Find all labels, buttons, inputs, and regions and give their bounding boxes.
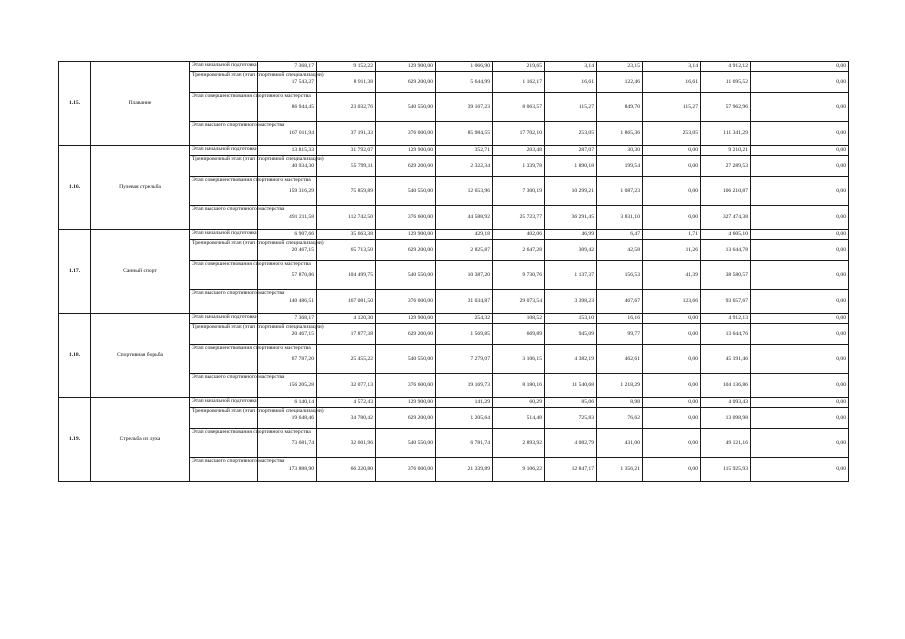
value-cell: 0,00 xyxy=(751,72,849,93)
value-cell: 13 815,33 xyxy=(258,146,317,156)
value-cell: 55 799,11 xyxy=(317,156,376,177)
stage-label: Этап совершенствования спортивного мастерства xyxy=(190,177,258,206)
value-cell: 9 106,22 xyxy=(493,458,545,482)
value-cell: 8 180,16 xyxy=(493,374,545,398)
value-cell: 629 200,00 xyxy=(376,156,436,177)
value-cell: 0,00 xyxy=(751,177,849,206)
value-cell: 514,48 xyxy=(493,408,545,429)
value-cell: 39 167,23 xyxy=(436,93,493,122)
value-cell: 13 098,98 xyxy=(701,408,751,429)
value-cell: 402,06 xyxy=(493,230,545,240)
value-cell: 17 877,38 xyxy=(317,324,376,345)
stage-label: Тренировочный этап (этап спортивной специализации) xyxy=(190,408,258,429)
value-cell: 29 073,54 xyxy=(493,290,545,314)
value-cell: 0,00 xyxy=(751,345,849,374)
value-cell: 30,30 xyxy=(597,146,643,156)
value-cell: 8 911,38 xyxy=(317,72,376,93)
value-cell: 0,00 xyxy=(643,408,701,429)
value-cell: 10 299,21 xyxy=(545,177,597,206)
value-cell: 4 912,12 xyxy=(701,62,751,72)
value-cell: 0,00 xyxy=(751,206,849,230)
value-cell: 31 792,07 xyxy=(317,146,376,156)
value-cell: 25 723,77 xyxy=(493,206,545,230)
value-cell: 669,89 xyxy=(493,324,545,345)
value-cell: 253,05 xyxy=(545,122,597,146)
section-number: 1.15. xyxy=(59,62,91,146)
value-cell: 20 467,15 xyxy=(258,324,317,345)
table-body xyxy=(59,62,849,482)
value-cell: 60,29 xyxy=(493,398,545,408)
stage-label: Тренировочный этап (этап спортивной специализации) xyxy=(190,324,258,345)
value-cell: 16,16 xyxy=(597,314,643,324)
value-cell: 9 152,22 xyxy=(317,62,376,72)
value-cell: 11 540,68 xyxy=(545,374,597,398)
value-cell: 21 339,89 xyxy=(436,458,493,482)
stage-label: Этап высшего спортивного мастерства xyxy=(190,122,258,146)
value-cell: 376 600,00 xyxy=(376,374,436,398)
value-cell: 0,00 xyxy=(643,458,701,482)
value-cell: 34 780,42 xyxy=(317,408,376,429)
value-cell: 629 200,00 xyxy=(376,240,436,261)
value-cell: 115,27 xyxy=(643,93,701,122)
stage-label: Этап совершенствования спортивного мастерства xyxy=(190,93,258,122)
value-cell: 0,00 xyxy=(751,146,849,156)
value-cell: 0,00 xyxy=(643,398,701,408)
value-cell: 629 200,00 xyxy=(376,408,436,429)
stage-label: Этап высшего спортивного мастерства xyxy=(190,206,258,230)
value-cell: 0,00 xyxy=(751,261,849,290)
value-cell: 2 322,34 xyxy=(436,156,493,177)
value-cell: 199,54 xyxy=(597,156,643,177)
value-cell: 4 382,19 xyxy=(545,345,597,374)
stage-label: Этап начальной подготовки xyxy=(190,314,258,324)
value-cell: 23,15 xyxy=(597,62,643,72)
sport-name: Плавание xyxy=(91,62,190,146)
value-cell: 540 550,00 xyxy=(376,261,436,290)
value-cell: 429,18 xyxy=(436,230,493,240)
value-cell: 129 900,00 xyxy=(376,398,436,408)
value-cell: 376 600,00 xyxy=(376,458,436,482)
value-cell: 67 787,20 xyxy=(258,345,317,374)
value-cell: 3 398,23 xyxy=(545,290,597,314)
value-cell: 0,00 xyxy=(751,314,849,324)
value-cell: 1 137,37 xyxy=(545,261,597,290)
stage-label: Тренировочный этап (этап спортивной специализации) xyxy=(190,156,258,177)
value-cell: 0,00 xyxy=(751,408,849,429)
value-cell: 104 499,75 xyxy=(317,261,376,290)
value-cell: 49 121,16 xyxy=(701,429,751,458)
value-cell: 0,00 xyxy=(751,324,849,345)
section-number: 1.18. xyxy=(59,314,91,398)
value-cell: 12 847,17 xyxy=(545,458,597,482)
value-cell: 104 136,86 xyxy=(701,374,751,398)
value-cell: 491 211,58 xyxy=(258,206,317,230)
value-cell: 6,47 xyxy=(597,230,643,240)
value-cell: 32 601,96 xyxy=(317,429,376,458)
value-cell: 106 210,87 xyxy=(701,177,751,206)
value-cell: 0,00 xyxy=(643,324,701,345)
value-cell: 40 934,30 xyxy=(258,156,317,177)
value-cell: 122,46 xyxy=(597,72,643,93)
value-cell: 376 600,00 xyxy=(376,122,436,146)
value-cell: 849,70 xyxy=(597,93,643,122)
value-cell: 1 569,85 xyxy=(436,324,493,345)
value-cell: 4 605,10 xyxy=(701,230,751,240)
value-cell: 3,14 xyxy=(643,62,701,72)
value-cell: 2 893,92 xyxy=(493,429,545,458)
value-cell: 156,53 xyxy=(597,261,643,290)
value-cell: 73 681,74 xyxy=(258,429,317,458)
value-cell: 945,09 xyxy=(545,324,597,345)
value-cell: 327 474,38 xyxy=(701,206,751,230)
value-cell: 9 730,76 xyxy=(493,261,545,290)
value-cell: 725,83 xyxy=(545,408,597,429)
value-cell: 376 600,00 xyxy=(376,206,436,230)
value-cell: 0,00 xyxy=(751,62,849,72)
section-number: 1.17. xyxy=(59,230,91,314)
value-cell: 45 191,46 xyxy=(701,345,751,374)
value-cell: 1 218,29 xyxy=(597,374,643,398)
value-cell: 23 032,76 xyxy=(317,93,376,122)
sport-name: Пулевая стрельба xyxy=(91,146,190,230)
value-cell: 0,00 xyxy=(643,314,701,324)
value-cell: 540 550,00 xyxy=(376,429,436,458)
value-cell: 467,67 xyxy=(597,290,643,314)
value-cell: 0,00 xyxy=(643,156,701,177)
value-cell: 129 900,00 xyxy=(376,314,436,324)
value-cell: 46,99 xyxy=(545,230,597,240)
stage-label: Этап начальной подготовки xyxy=(190,62,258,72)
sport-name: Стрельба из лука xyxy=(91,398,190,482)
value-cell: 4 082,79 xyxy=(545,429,597,458)
value-cell: 7 300,19 xyxy=(493,177,545,206)
value-cell: 41,39 xyxy=(643,261,701,290)
value-cell: 112 742,50 xyxy=(317,206,376,230)
section-number: 1.16. xyxy=(59,146,91,230)
value-cell: 1 356,21 xyxy=(597,458,643,482)
value-cell: 0,00 xyxy=(643,146,701,156)
value-cell: 6 781,74 xyxy=(436,429,493,458)
value-cell: 1 205,64 xyxy=(436,408,493,429)
stage-label: Этап совершенствования спортивного мастерства xyxy=(190,429,258,458)
value-cell: 140 486,51 xyxy=(258,290,317,314)
sport-name: Спортивная борьба xyxy=(91,314,190,398)
value-cell: 17 543,27 xyxy=(258,72,317,93)
value-cell: 13 644,78 xyxy=(701,240,751,261)
value-cell: 42,58 xyxy=(597,240,643,261)
stage-label: Этап начальной подготовки xyxy=(190,146,258,156)
value-cell: 376 600,00 xyxy=(376,290,436,314)
value-cell: 10 387,20 xyxy=(436,261,493,290)
value-cell: 38 580,57 xyxy=(701,261,751,290)
value-cell: 3 831,10 xyxy=(597,206,643,230)
value-cell: 1 087,23 xyxy=(597,177,643,206)
stage-label: Этап совершенствования спортивного мастерства xyxy=(190,345,258,374)
value-cell: 167 011,94 xyxy=(258,122,317,146)
value-cell: 129 900,00 xyxy=(376,146,436,156)
value-cell: 99,77 xyxy=(597,324,643,345)
value-cell: 2 647,28 xyxy=(493,240,545,261)
value-cell: 93 657,67 xyxy=(701,290,751,314)
value-cell: 629 200,00 xyxy=(376,72,436,93)
value-cell: 8,98 xyxy=(597,398,643,408)
value-cell: 1 865,36 xyxy=(597,122,643,146)
stage-label: Этап совершенствования спортивного мастерства xyxy=(190,261,258,290)
value-cell: 1 162,17 xyxy=(493,72,545,93)
cost-table xyxy=(58,61,849,482)
value-cell: 123,66 xyxy=(643,290,701,314)
stage-label: Этап высшего спортивного мастерства xyxy=(190,458,258,482)
value-cell: 173 888,90 xyxy=(258,458,317,482)
value-cell: 0,00 xyxy=(643,206,701,230)
value-cell: 115 925,93 xyxy=(701,458,751,482)
value-cell: 352,71 xyxy=(436,146,493,156)
value-cell: 0,00 xyxy=(751,230,849,240)
value-cell: 159 316,29 xyxy=(258,177,317,206)
value-cell: 13 644,76 xyxy=(701,324,751,345)
value-cell: 44 588,92 xyxy=(436,206,493,230)
value-cell: 253,05 xyxy=(643,122,701,146)
value-cell: 254,32 xyxy=(436,314,493,324)
value-cell: 462,61 xyxy=(597,345,643,374)
value-cell: 111 341,29 xyxy=(701,122,751,146)
value-cell: 309,42 xyxy=(545,240,597,261)
value-cell: 65 713,50 xyxy=(317,240,376,261)
value-cell: 2 825,87 xyxy=(436,240,493,261)
value-cell: 0,00 xyxy=(751,156,849,177)
value-cell: 0,00 xyxy=(643,429,701,458)
value-cell: 12 653,96 xyxy=(436,177,493,206)
value-cell: 4 120,30 xyxy=(317,314,376,324)
value-cell: 108,52 xyxy=(493,314,545,324)
value-cell: 0,00 xyxy=(751,429,849,458)
table-row xyxy=(59,62,849,72)
value-cell: 76,62 xyxy=(597,408,643,429)
value-cell: 203,48 xyxy=(493,146,545,156)
value-cell: 4 572,43 xyxy=(317,398,376,408)
value-cell: 1 066,90 xyxy=(436,62,493,72)
value-cell: 0,00 xyxy=(751,122,849,146)
stage-label: Этап начальной подготовки xyxy=(190,230,258,240)
value-cell: 0,00 xyxy=(751,458,849,482)
value-cell: 431,00 xyxy=(597,429,643,458)
value-cell: 3,14 xyxy=(545,62,597,72)
value-cell: 219,65 xyxy=(493,62,545,72)
stage-label: Этап высшего спортивного мастерства xyxy=(190,374,258,398)
value-cell: 0,00 xyxy=(751,398,849,408)
value-cell: 75 859,89 xyxy=(317,177,376,206)
value-cell: 8 063,57 xyxy=(493,93,545,122)
value-cell: 57 870,86 xyxy=(258,261,317,290)
value-cell: 0,00 xyxy=(751,240,849,261)
value-cell: 86 944,45 xyxy=(258,93,317,122)
value-cell: 141,29 xyxy=(436,398,493,408)
value-cell: 129 900,00 xyxy=(376,230,436,240)
value-cell: 19 169,73 xyxy=(436,374,493,398)
value-cell: 35 663,38 xyxy=(317,230,376,240)
value-cell: 129 900,00 xyxy=(376,62,436,72)
value-cell: 66 220,80 xyxy=(317,458,376,482)
value-cell: 540 550,00 xyxy=(376,177,436,206)
value-cell: 17 702,10 xyxy=(493,122,545,146)
value-cell: 25 455,22 xyxy=(317,345,376,374)
budget-sheet xyxy=(58,61,848,482)
stage-label: Этап высшего спортивного мастерства xyxy=(190,290,258,314)
sport-name: Санный спорт xyxy=(91,230,190,314)
value-cell: 156 205,28 xyxy=(258,374,317,398)
value-cell: 37 191,33 xyxy=(317,122,376,146)
value-cell: 85 984,55 xyxy=(436,122,493,146)
value-cell: 20 467,15 xyxy=(258,240,317,261)
value-cell: 629 200,00 xyxy=(376,324,436,345)
value-cell: 32 077,13 xyxy=(317,374,376,398)
table-row xyxy=(59,230,849,240)
value-cell: 85,06 xyxy=(545,398,597,408)
value-cell: 287,07 xyxy=(545,146,597,156)
value-cell: 36 291,45 xyxy=(545,206,597,230)
value-cell: 31 034,87 xyxy=(436,290,493,314)
value-cell: 1 890,18 xyxy=(545,156,597,177)
value-cell: 16,61 xyxy=(545,72,597,93)
stage-label: Тренировочный этап (этап спортивной специализации) xyxy=(190,240,258,261)
value-cell: 27 289,53 xyxy=(701,156,751,177)
value-cell: 19 648,46 xyxy=(258,408,317,429)
value-cell: 4 912,13 xyxy=(701,314,751,324)
value-cell: 16,61 xyxy=(643,72,701,93)
value-cell: 7 368,17 xyxy=(258,62,317,72)
value-cell: 167 081,50 xyxy=(317,290,376,314)
value-cell: 0,00 xyxy=(751,93,849,122)
value-cell: 0,00 xyxy=(751,290,849,314)
value-cell: 7 279,07 xyxy=(436,345,493,374)
value-cell: 115,27 xyxy=(545,93,597,122)
value-cell: 0,00 xyxy=(643,374,701,398)
value-cell: 1 339,78 xyxy=(493,156,545,177)
value-cell: 0,00 xyxy=(643,177,701,206)
value-cell: 11,26 xyxy=(643,240,701,261)
value-cell: 0,00 xyxy=(751,374,849,398)
table-row xyxy=(59,398,849,408)
value-cell: 6 140,14 xyxy=(258,398,317,408)
value-cell: 540 550,00 xyxy=(376,345,436,374)
value-cell: 1,71 xyxy=(643,230,701,240)
value-cell: 57 962,96 xyxy=(701,93,751,122)
stage-label: Этап начальной подготовки xyxy=(190,398,258,408)
stage-label: Тренировочный этап (этап спортивной специализации) xyxy=(190,72,258,93)
table-row xyxy=(59,314,849,324)
value-cell: 3 106,15 xyxy=(493,345,545,374)
value-cell: 5 644,99 xyxy=(436,72,493,93)
value-cell: 7 368,17 xyxy=(258,314,317,324)
value-cell: 9 210,21 xyxy=(701,146,751,156)
section-number: 1.19. xyxy=(59,398,91,482)
value-cell: 6 907,66 xyxy=(258,230,317,240)
value-cell: 4 093,43 xyxy=(701,398,751,408)
table-row xyxy=(59,146,849,156)
value-cell: 540 550,00 xyxy=(376,93,436,122)
value-cell: 11 695,52 xyxy=(701,72,751,93)
value-cell: 153,10 xyxy=(545,314,597,324)
value-cell: 0,00 xyxy=(643,345,701,374)
